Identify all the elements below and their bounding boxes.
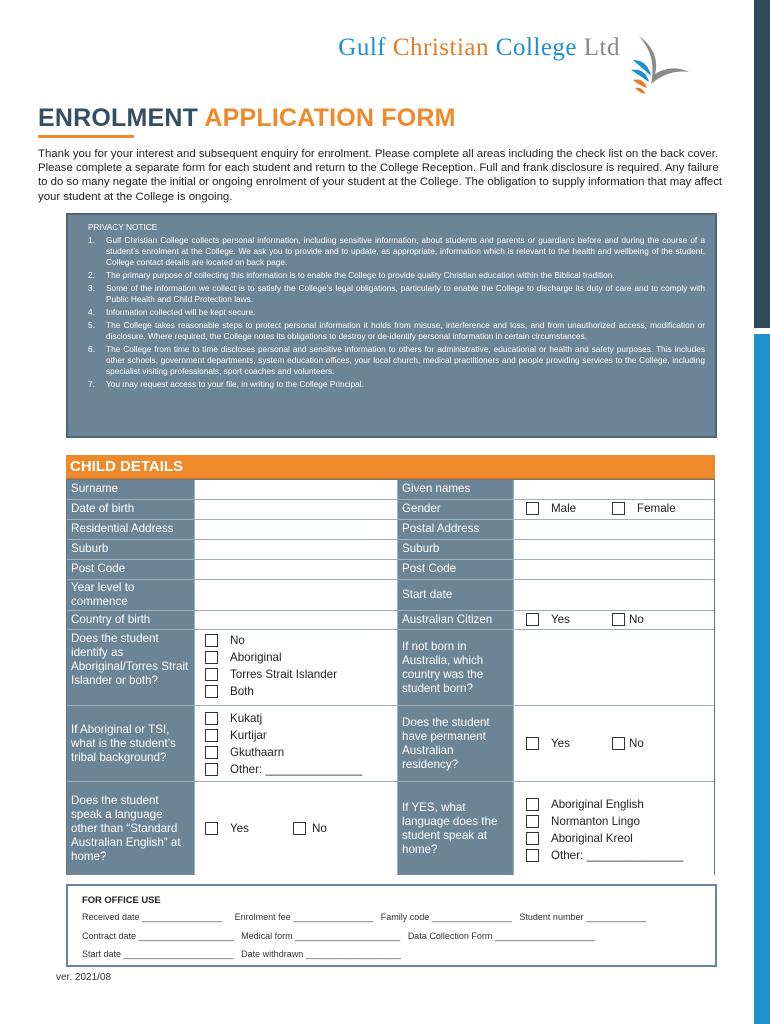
citizen-no-checkbox[interactable] xyxy=(612,613,625,626)
residency-yes-option[interactable] xyxy=(526,737,570,750)
language-checkbox[interactable] xyxy=(526,849,539,862)
office-line-1 xyxy=(82,912,646,922)
atsi-checkbox[interactable] xyxy=(205,634,218,647)
country-of-birth-field[interactable] xyxy=(195,611,398,629)
office-line-2 xyxy=(82,931,595,941)
postal-suburb-field[interactable] xyxy=(514,540,714,559)
table-row xyxy=(67,611,714,630)
language-choices xyxy=(514,782,714,875)
student-number-field[interactable]: Student number ____________ xyxy=(519,912,647,922)
table-row xyxy=(67,580,714,611)
atsi-checkbox[interactable] xyxy=(205,651,218,664)
table-row xyxy=(67,540,714,560)
citizen-yes-checkbox[interactable] xyxy=(526,613,539,626)
language-option-label: Aboriginal Kreol xyxy=(551,832,633,845)
language-option-label: Other: _______________ xyxy=(551,849,684,862)
privacy-item-text: Gulf Christian College collects personal information, including sensitive information, about students and parents or guardians before and during the course of a student’s enrolment at the College. We ask you to provide and to update, as appropriate, information which is relevant to the health and wellbeing of the student. College contact details are located on back page. xyxy=(106,235,705,267)
given-names-label: Given names xyxy=(398,480,514,499)
gender-male-option[interactable] xyxy=(526,502,576,515)
language-yes-question: If YES, what language does the student speak at home? xyxy=(398,782,514,875)
male-checkbox[interactable] xyxy=(526,502,539,515)
atsi-option-label: Aboriginal xyxy=(230,651,282,664)
privacy-item-number: 7. xyxy=(88,379,95,389)
privacy-item-text: The College takes reasonable steps to protect personal information it holds from misuse, interference and loss, and from unauthorized access, modification or disclosure. Where required, the College notes its obligations to destroy or de-identify personal information in certain circumstances. xyxy=(106,320,705,341)
language-option[interactable] xyxy=(526,849,683,862)
residential-address-field[interactable] xyxy=(195,520,398,539)
language-checkbox[interactable] xyxy=(526,815,539,828)
table-row xyxy=(67,782,714,875)
privacy-heading: PRIVACY NOTICE xyxy=(88,222,158,232)
tribal-option[interactable] xyxy=(205,763,362,776)
side-accent-bar-dark xyxy=(754,0,770,328)
atsi-option[interactable] xyxy=(205,634,245,647)
privacy-item-text: Information collected will be kept secure. xyxy=(106,307,256,317)
tribal-option[interactable] xyxy=(205,712,262,725)
tribal-checkbox[interactable] xyxy=(205,712,218,725)
language-checkbox[interactable] xyxy=(526,832,539,845)
surname-field[interactable] xyxy=(195,480,398,499)
language-option-label: Normanton Lingo xyxy=(551,815,640,828)
tribal-checkbox[interactable] xyxy=(205,746,218,759)
postal-post-code-label: Post Code xyxy=(398,560,514,579)
residency-no-option[interactable] xyxy=(612,737,644,750)
year-level-field[interactable] xyxy=(195,580,398,610)
data-collection-form-field[interactable]: Data Collection Form ____________________ xyxy=(407,931,595,941)
tribal-option[interactable] xyxy=(205,729,267,742)
language-checkbox[interactable] xyxy=(526,798,539,811)
tribal-option-label: Kurtijar xyxy=(230,729,267,742)
intro-paragraph: Thank you for your interest and subsequent enquiry for enrolment. Please complete all areas including the check list on the back cover. Please complete a separate form for each student and return to the College Reception. Full and frank disclosure is required. Any failure to do so many negate the initial or ongoing enrolment of your student at the College. The obligation to supply information that may affect your student at the College is ongoing. xyxy=(38,148,723,203)
privacy-item-number: 3. xyxy=(88,283,95,293)
postal-post-code-field[interactable] xyxy=(514,560,714,579)
language-option[interactable] xyxy=(526,798,644,811)
postal-suburb-label: Suburb xyxy=(398,540,514,559)
yes-label: Yes xyxy=(551,737,570,750)
postal-address-label: Postal Address xyxy=(398,520,514,539)
college-name xyxy=(338,34,620,62)
no-label: No xyxy=(629,737,644,750)
citizen-options xyxy=(514,611,714,629)
tribal-option-label: Gkuthaarn xyxy=(230,746,285,759)
language-question: Does the student speak a language other than “Standard Australian English” at home? xyxy=(67,782,195,875)
surname-label: Surname xyxy=(67,480,195,499)
page-title xyxy=(38,104,456,133)
enrolment-fee-field[interactable]: Enrolment fee ________________ xyxy=(234,912,374,922)
post-code-label: Post Code xyxy=(67,560,195,579)
residential-address-label: Residential Address xyxy=(67,520,195,539)
atsi-option-label: Torres Strait Islander xyxy=(230,668,337,681)
suburb-field[interactable] xyxy=(195,540,398,559)
brand-word-3: College xyxy=(495,34,578,61)
residency-options xyxy=(514,706,714,781)
date-withdrawn-field[interactable]: Date withdrawn ___________________ xyxy=(241,949,401,959)
table-row xyxy=(67,706,714,782)
start-date-office-field[interactable]: Start date ______________________ xyxy=(82,949,234,959)
language-yes-checkbox[interactable] xyxy=(205,822,218,835)
brand-word-1: Gulf xyxy=(338,34,387,61)
female-label: Female xyxy=(637,502,676,515)
version-label: ver. 2021/08 xyxy=(56,972,112,983)
atsi-checkbox[interactable] xyxy=(205,668,218,681)
post-code-field[interactable] xyxy=(195,560,398,579)
received-date-field[interactable]: Received date ________________ xyxy=(82,912,223,922)
contract-date-field[interactable]: Contract date ___________________ xyxy=(82,931,234,941)
privacy-item xyxy=(88,270,705,281)
yes-label: Yes xyxy=(551,613,570,626)
title-part-2: APPLICATION FORM xyxy=(204,104,456,132)
privacy-item-text: Some of the information we collect is to satisfy the College’s legal obligations, particularly to enable the College to discharge its duty of care and to comply with Public Health and Child Protection laws. xyxy=(106,283,705,304)
side-accent-bar-blue xyxy=(754,334,770,1024)
suburb-label: Suburb xyxy=(67,540,195,559)
residency-no-checkbox[interactable] xyxy=(612,737,625,750)
brand-word-4: Ltd xyxy=(583,34,620,61)
privacy-item-number: 1. xyxy=(88,235,95,245)
office-use-heading: FOR OFFICE USE xyxy=(82,894,161,905)
atsi-checkbox[interactable] xyxy=(205,685,218,698)
language-options xyxy=(195,782,398,875)
tribal-question: If Aboriginal or TSI, what is the student’s tribal background? xyxy=(67,706,195,781)
language-no-checkbox[interactable] xyxy=(293,822,306,835)
language-option[interactable] xyxy=(526,815,640,828)
table-row xyxy=(67,630,714,706)
atsi-question: Does the student identify as Aboriginal/Torres Strait Islander or both? xyxy=(67,630,195,705)
privacy-item xyxy=(88,235,705,268)
privacy-item xyxy=(88,344,705,377)
table-row xyxy=(67,500,714,520)
residency-question: Does the student have permanent Australian residency? xyxy=(398,706,514,781)
privacy-item-text: The College from time to time discloses personal and sensitive information to others for administrative, educational or health and safety purposes. This includes other schools, government departments, system education offices, your local church, medical practitioners and people providing services to the College, including specialist visiting professionals, sport coaches and volunteers. xyxy=(106,344,705,376)
no-label: No xyxy=(312,822,327,835)
privacy-item xyxy=(88,283,705,305)
child-details-heading: CHILD DETAILS xyxy=(70,458,184,475)
language-option-label: Aboriginal English xyxy=(551,798,644,811)
atsi-option-label: Both xyxy=(230,685,254,698)
male-label: Male xyxy=(551,502,577,515)
tribal-option-label: Other: _______________ xyxy=(230,763,363,776)
tribal-option[interactable] xyxy=(205,746,284,759)
privacy-item-number: 4. xyxy=(88,307,95,317)
brand-word-2: Christian xyxy=(392,34,490,61)
country-of-birth-label: Country of birth xyxy=(67,611,195,629)
table-row xyxy=(67,480,714,500)
birth-country-field[interactable] xyxy=(514,630,714,705)
dove-icon xyxy=(625,30,695,100)
language-yes-option[interactable] xyxy=(205,822,249,835)
given-names-field[interactable] xyxy=(514,480,714,499)
year-level-label: Year level to commence xyxy=(67,580,195,610)
privacy-list xyxy=(88,235,705,390)
privacy-item xyxy=(88,307,705,318)
start-date-field[interactable] xyxy=(514,580,714,610)
not-born-question: If not born in Australia, which country was the student born? xyxy=(398,630,514,705)
privacy-item-text: The primary purpose of collecting this information is to enable the College to provide quality Christian education within the Biblical tradition. xyxy=(106,270,615,280)
no-label: No xyxy=(629,613,644,626)
title-part-1: ENROLMENT xyxy=(38,104,199,132)
privacy-notice xyxy=(66,213,717,438)
tribal-option-label: Kukatj xyxy=(230,712,263,725)
atsi-option[interactable] xyxy=(205,668,337,681)
gender-female-option[interactable] xyxy=(612,502,676,515)
gender-label: Gender xyxy=(398,500,514,519)
residency-yes-checkbox[interactable] xyxy=(526,737,539,750)
title-underline xyxy=(38,135,134,138)
start-date-label: Start date xyxy=(398,580,514,610)
privacy-item-number: 6. xyxy=(88,344,95,354)
privacy-item xyxy=(88,320,705,342)
language-option[interactable] xyxy=(526,832,633,845)
privacy-item-number: 5. xyxy=(88,320,95,330)
privacy-item-text: You may request access to your file, in writing to the College Principal. xyxy=(106,379,364,389)
female-checkbox[interactable] xyxy=(612,502,625,515)
atsi-option-label: No xyxy=(230,634,245,647)
citizen-label: Australian Citizen xyxy=(398,611,514,629)
child-details-header xyxy=(66,455,715,479)
table-row xyxy=(67,520,714,540)
atsi-option[interactable] xyxy=(205,651,282,664)
office-line-3 xyxy=(82,949,401,959)
privacy-item xyxy=(88,379,705,390)
citizen-yes-option[interactable] xyxy=(526,613,570,626)
postal-address-field[interactable] xyxy=(514,520,714,539)
dob-field[interactable] xyxy=(195,500,398,519)
table-row xyxy=(67,560,714,580)
tribal-checkbox[interactable] xyxy=(205,729,218,742)
atsi-options xyxy=(195,630,398,705)
office-use-box xyxy=(66,884,717,967)
yes-label: Yes xyxy=(230,822,249,835)
family-code-field[interactable]: Family code ________________ xyxy=(380,912,512,922)
language-no-option[interactable] xyxy=(293,822,327,835)
dob-label: Date of birth xyxy=(67,500,195,519)
atsi-option[interactable] xyxy=(205,685,254,698)
citizen-no-option[interactable] xyxy=(612,613,644,626)
tribal-options xyxy=(195,706,398,781)
tribal-checkbox[interactable] xyxy=(205,763,218,776)
medical-form-field[interactable]: Medical form _____________________ xyxy=(241,931,401,941)
child-details-table xyxy=(66,479,715,875)
gender-options xyxy=(514,500,714,519)
privacy-item-number: 2. xyxy=(88,270,95,280)
